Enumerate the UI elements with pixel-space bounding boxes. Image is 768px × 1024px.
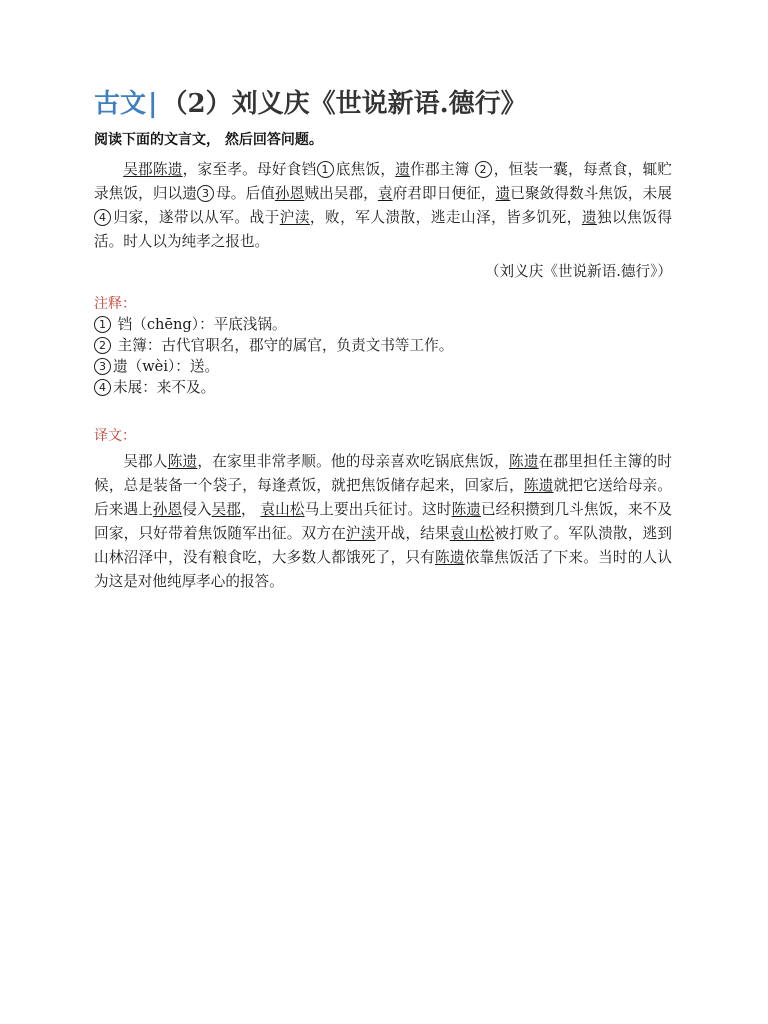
note-marker-4: 4 [94,209,111,226]
note-number: 2 [94,337,111,354]
note-item: 4 未展：来不及。 [94,377,672,398]
instruction-text: 阅读下面的文言文， 然后回答问题。 [94,132,323,148]
notes-heading: 注释： [94,296,136,312]
note-number: 4 [94,379,111,396]
note-item: 3 遗（wèi）：送。 [94,356,672,377]
name-chen-yi: 陈遗 [167,453,198,470]
note-item: 2 主簿：古代官职名，郡守的属官，负责文书等工作。 [94,335,672,356]
category-tag: 古文 [94,89,147,119]
source-citation: （刘义庆《世说新语.德行》） [484,263,672,280]
name-sun-en: 孙恩 [152,501,183,518]
note-item: 1 铛（chēng）：平底浅锅。 [94,314,672,335]
name-chen-yi: 陈遗 [508,453,539,470]
title-text: （2）刘义庆《世说新语.德行》 [161,89,527,119]
note-marker-1: 1 [317,161,334,178]
name-yuan: 袁 [377,185,393,202]
place-wujun: 吴郡 [211,501,242,518]
place-hudu: 沪渎 [346,525,376,542]
note-marker-3: 3 [197,185,214,202]
name-chen-yi: 陈遗 [523,477,554,494]
name-chen-yi: 吴郡陈遗 [123,161,183,178]
name-yi: 遗 [495,185,511,202]
page-title [94,86,672,122]
name-chen-yi: 陈遗 [434,549,465,566]
translation-heading: 译文： [94,428,136,444]
name-yi: 遗 [581,209,597,226]
translation-text: 吴郡人陈遗，在家里非常孝顺。他的母亲喜欢吃锅底焦饭，陈遗在郡里担任主簿的时候，总是装备一个袋子，每逢煮饭，就把焦饭储存起来，回家后，陈遗就把它送给母亲。后来遇上孙恩侵入吴郡， 袁山松马上要出兵征讨。这时陈遗已经积攒到几斗焦饭，来不及回家，只好带着焦饭随军出征。双方在沪渎开战，结果袁山松被打败了。军队溃散，逃到山林沼泽中，没有粮食吃，大多数人都饿死了，只有陈遗依靠焦饭活了下来。当时的人认为这是对他纯厚孝心的报答。 [94,453,672,590]
note-number: 3 [94,358,111,375]
name-sun-en: 孙恩 [274,185,305,202]
name-yi: 遗 [395,161,411,178]
original-text: 吴郡陈遗，家至孝。母好食铛 1 底焦饭，遗作郡主簿 2 ，恒装一囊，每煮食，辄贮录焦饭，归以遗 3 母。后值孙恩贼出吴郡，袁府君即日便征，遗已聚敛得数斗焦饭，未展4 归家，遂带以从军。战于沪渎，败，军人溃散，逃走山泽，皆多饥死，遗独以焦饭得活。时人以为纯孝之报也。 [94,161,672,250]
document-page [94,86,672,594]
note-marker-2: 2 [475,161,492,178]
note-number: 1 [94,316,111,333]
name-yuan-shansong: 袁山松 [449,525,495,542]
title-separator: | [148,89,158,119]
place-hudu: 沪渎 [279,209,310,226]
name-chen-yi: 陈遗 [451,501,481,518]
notes-list [94,314,672,398]
name-yuan-shansong: 袁山松 [260,501,305,518]
